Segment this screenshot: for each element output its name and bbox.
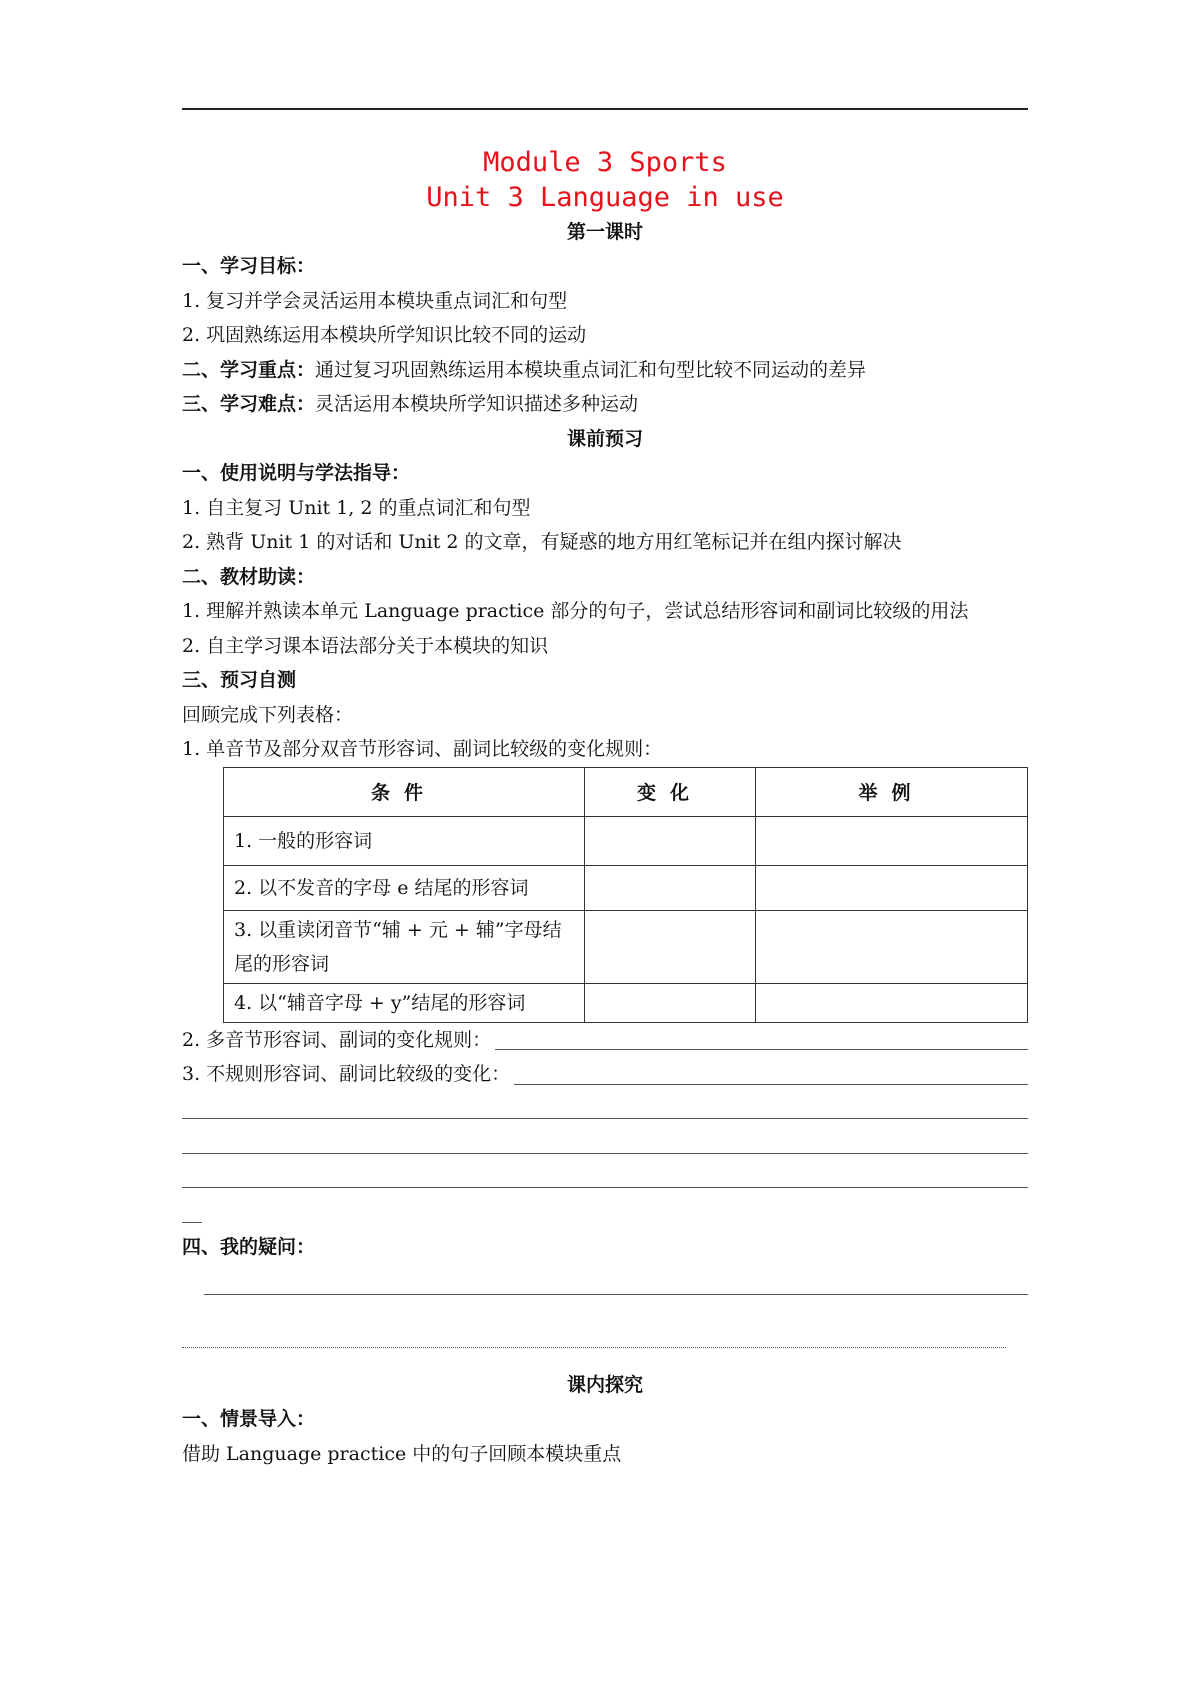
table-header-row	[224, 767, 1028, 816]
example-cell[interactable]	[756, 816, 1028, 865]
guide-item-2: 2. 熟背 Unit 1 的对话和 Unit 2 的文章，有疑惑的地方用红笔标记并在组内探讨解决	[182, 531, 902, 553]
change-cell[interactable]	[585, 983, 756, 1022]
goal-item-2: 2. 巩固熟练运用本模块所学知识比较不同的运动	[182, 324, 587, 346]
condition-cell: 4. 以“辅音字母 + y”结尾的形容词	[224, 983, 585, 1022]
selftest-intro: 回顾完成下列表格：	[182, 703, 354, 726]
document-content	[182, 145, 1028, 1471]
preview-heading: 课前预习	[566, 427, 643, 450]
goals-heading: 一、学习目标：	[182, 255, 316, 277]
inclass-heading: 课内探究	[566, 1373, 643, 1396]
answer-blank-line[interactable]	[182, 1161, 1028, 1196]
selftest-item-3-label: 3. 不规则形容词、副词比较级的变化：	[182, 1063, 511, 1085]
table-row	[224, 865, 1028, 910]
difficulty-heading: 三、学习难点：	[182, 393, 316, 415]
table-row	[224, 983, 1028, 1022]
header-rule	[182, 108, 1028, 110]
header-condition: 条件	[224, 767, 585, 816]
answer-blank[interactable]	[514, 1084, 1028, 1085]
material-item-2: 2. 自主学习课本语法部分关于本模块的知识	[182, 634, 549, 657]
lesson-label: 第一课时	[566, 221, 643, 243]
focus-heading: 二、学习重点：	[182, 358, 316, 381]
condition-cell: 3. 以重读闭音节“辅 + 元 + 辅”字母结尾的形容词	[224, 910, 585, 983]
difficulty-line	[182, 387, 1028, 422]
table-row	[224, 910, 1028, 983]
material-heading: 二、教材助读：	[182, 565, 316, 588]
selftest-item-2	[182, 1023, 1028, 1058]
answer-blank-tail	[182, 1195, 1028, 1230]
unit-title: Unit 3 Language in use	[426, 182, 784, 213]
focus-line	[182, 353, 1028, 388]
condition-cell: 2. 以不发音的字母 e 结尾的形容词	[224, 865, 585, 910]
difficulty-text: 灵活运用本模块所学知识描述多种运动	[315, 393, 639, 415]
questions-heading: 四、我的疑问：	[182, 1235, 316, 1258]
selftest-item-2-label: 2. 多音节形容词、副词的变化规则：	[182, 1028, 492, 1051]
change-cell[interactable]	[585, 816, 756, 865]
answer-blank-line[interactable]	[182, 1126, 1028, 1161]
header-example: 举例	[756, 767, 1028, 816]
scene-heading: 一、情景导入：	[182, 1408, 316, 1430]
question-dotted-line[interactable]	[182, 1333, 1028, 1368]
goal-item-1: 1. 复习并学会灵活运用本模块重点词汇和句型	[182, 289, 568, 312]
module-title: Module 3 Sports	[483, 147, 727, 178]
focus-text: 通过复习巩固熟练运用本模块重点词汇和句型比较不同运动的差异	[315, 358, 867, 381]
change-cell[interactable]	[585, 910, 756, 983]
guide-item-1: 1. 自主复习 Unit 1, 2 的重点词汇和句型	[182, 496, 531, 519]
table-row	[224, 816, 1028, 865]
example-cell[interactable]	[756, 865, 1028, 910]
example-cell[interactable]	[756, 910, 1028, 983]
selftest-item-3	[182, 1057, 1028, 1092]
answer-blank[interactable]	[495, 1049, 1028, 1050]
guide-heading: 一、使用说明与学法指导：	[182, 462, 411, 484]
comparative-rules-table	[223, 767, 1028, 1023]
material-item-1: 1. 理解并熟读本单元 Language practice 部分的句子，尝试总结形容词和副词比较级的用法	[182, 600, 969, 622]
condition-cell: 1. 一般的形容词	[224, 816, 585, 865]
answer-blank-line[interactable]	[182, 1092, 1028, 1127]
selftest-heading: 三、预习自测	[182, 669, 297, 691]
question-blank-line[interactable]	[182, 1264, 1028, 1299]
header-change: 变化	[585, 767, 756, 816]
change-cell[interactable]	[585, 865, 756, 910]
example-cell[interactable]	[756, 983, 1028, 1022]
document-page	[182, 0, 1028, 1698]
scene-text: 借助 Language practice 中的句子回顾本模块重点	[182, 1442, 622, 1465]
selftest-item-1: 1. 单音节及部分双音节形容词、副词比较级的变化规则：	[182, 738, 663, 760]
